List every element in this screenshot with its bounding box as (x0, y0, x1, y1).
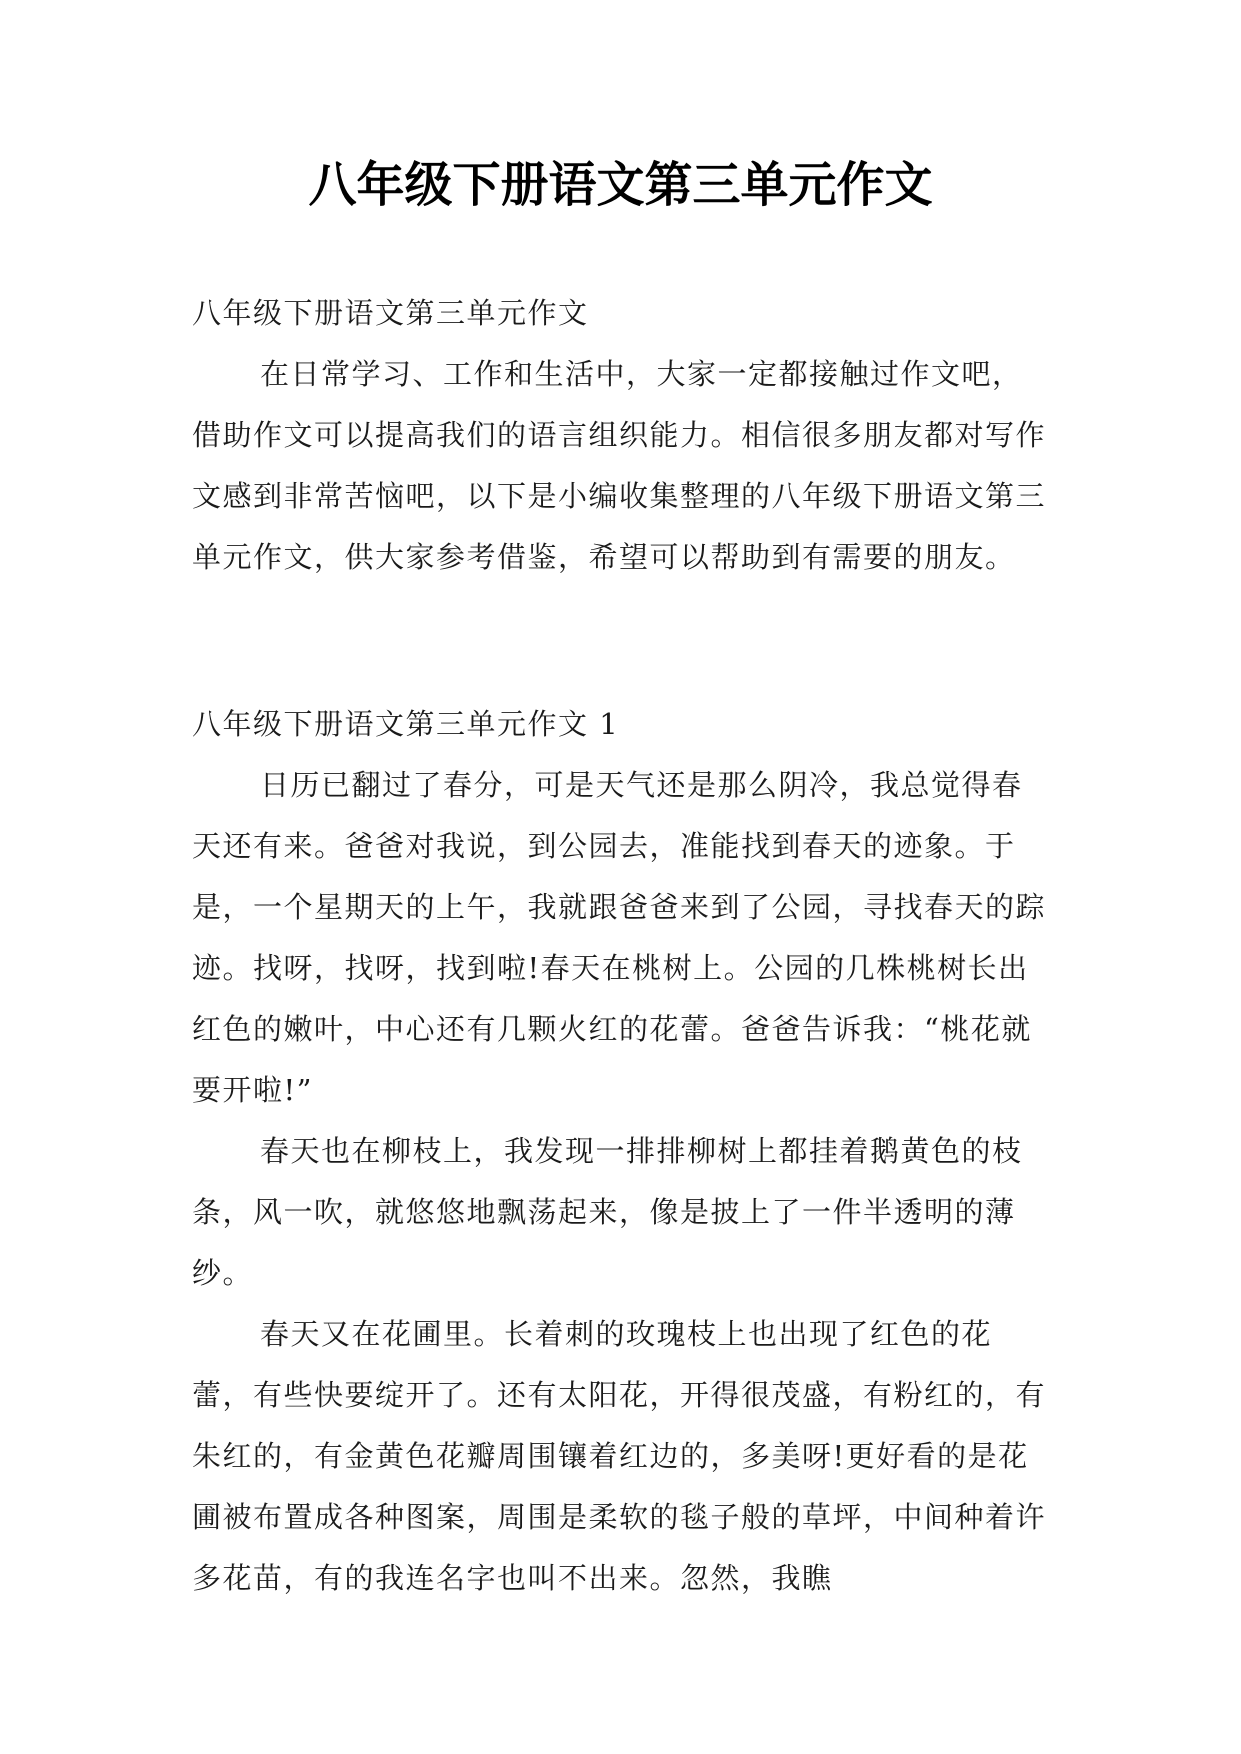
essay-heading-text: 八年级下册语文第三单元作文 1 (192, 707, 620, 741)
essay-heading (192, 694, 1052, 755)
intro-section (192, 344, 1052, 588)
section-heading-text: 八年级下册语文第三单元作文 (192, 296, 589, 330)
essay-paragraph-1: 日历已翻过了春分，可是天气还是那么阴冷，我总觉得春天还有来。爸爸对我说，到公园去，准能找到春天的迹象。于是，一个星期天的上午，我就跟爸爸来到了公园，寻找春天的踪迹。找呀，找呀，找到啦!春天在桃树上。公园的几株桃树长出红色的嫩叶，中心还有几颗火红的花蕾。爸爸告诉我：“桃花就要开啦!” (192, 768, 1047, 1107)
essay-paragraph-3: 春天又在花圃里。长着刺的玫瑰枝上也出现了红色的花蕾，有些快要绽开了。还有太阳花，开得很茂盛，有粉红的，有朱红的，有金黄色花瓣周围镶着红边的，多美呀!更好看的是花圃被布置成各种图案，周围是柔软的毯子般的草坪，中间种着许多花苗，有的我连名字也叫不出来。忽然，我瞧 (192, 1317, 1047, 1595)
intro-paragraph: 在日常学习、工作和生活中，大家一定都接触过作文吧，借助作文可以提高我们的语言组织能力。相信很多朋友都对写作文感到非常苦恼吧，以下是小编收集整理的八年级下册语文第三单元作文，供大家参考借鉴，希望可以帮助到有需要的朋友。 (192, 357, 1047, 574)
section-heading (192, 283, 1052, 344)
document-title: 八年级下册语文第三单元作文 (308, 157, 933, 213)
essay-body (192, 755, 1052, 1609)
essay-paragraph-2: 春天也在柳枝上，我发现一排排柳树上都挂着鹅黄色的枝条，风一吹，就悠悠地飘荡起来，像是披上了一件半透明的薄纱。 (192, 1134, 1023, 1290)
